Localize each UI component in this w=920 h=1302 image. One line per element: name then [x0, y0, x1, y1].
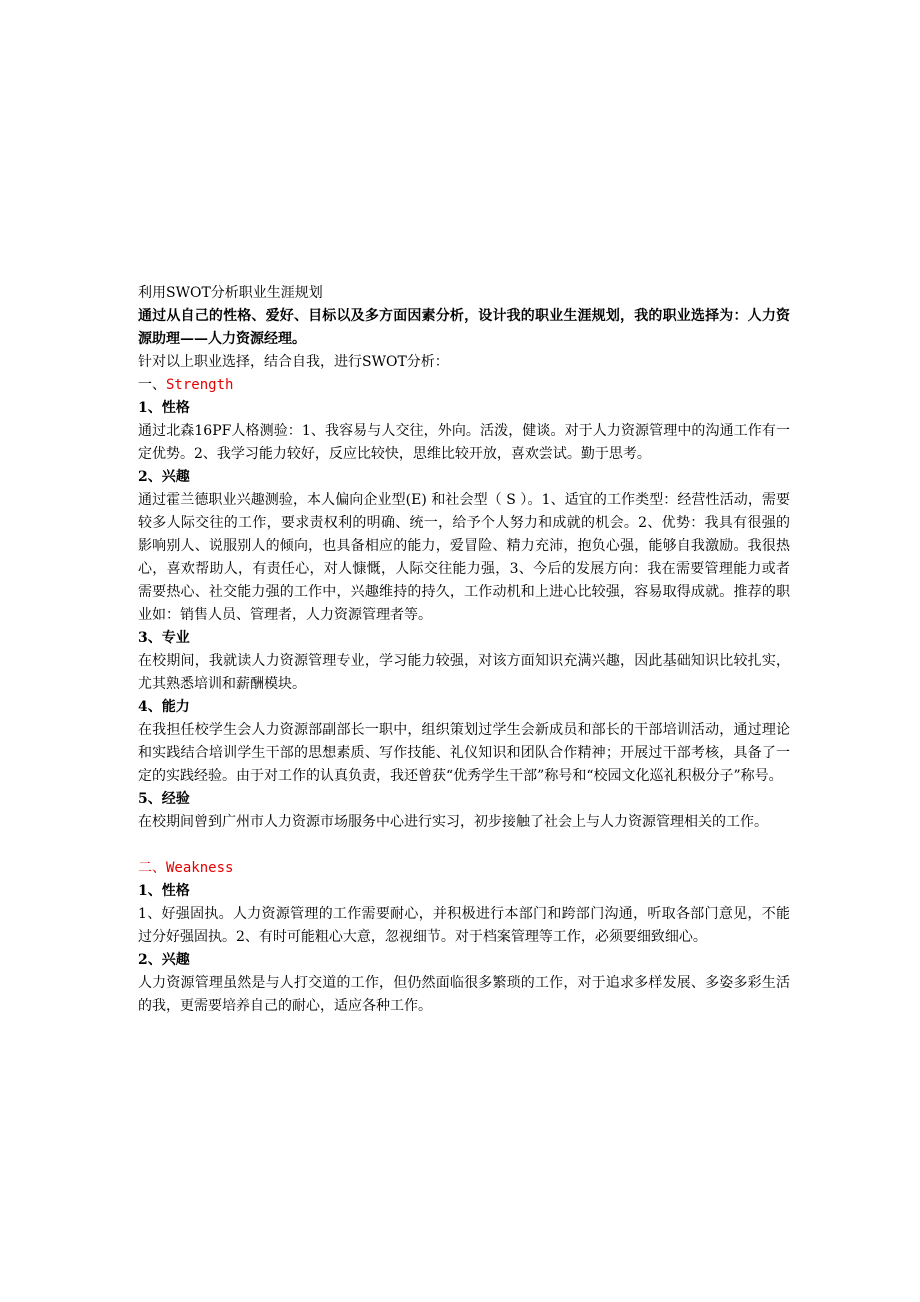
strength-item-heading: 4、能力 — [138, 699, 190, 715]
strength-item-text: 在校期间曾到广州市人力资源市场服务中心进行实习，初步接触了社会上与人力资源管理相关的工作。 — [138, 814, 768, 830]
strength-item-text: 通过北森16PF人格测验：1、我容易与人交往，外向。活泼，健谈。对于人力资源管理中的沟通工作有一定优势。2、我学习能力较好，反应比较快，思维比较开放，喜欢尝试。勤于思考。 — [138, 423, 790, 462]
weakness-item-text: 人力资源管理虽然是与人打交道的工作，但仍然面临很多繁琐的工作，对于追求多样发展、多姿多彩生活的我，更需要培养自己的耐心，适应各种工作。 — [138, 975, 790, 1014]
intro-paragraph: 针对以上职业选择，结合自我，进行SWOT分析： — [138, 354, 449, 370]
weakness-item-text: 1、好强固执。人力资源管理的工作需要耐心，并积极进行本部门和跨部门沟通，听取各部门意见，不能过分好强固执。2、有时可能粗心大意，忽视细节。对于档案管理等工作，必须要细致细心。 — [138, 906, 790, 945]
paragraph-spacer — [138, 834, 790, 857]
strength-item-text: 通过霍兰德职业兴趣测验，本人偏向企业型(E) 和社会型（ S ）。1、适宜的工作类型：经营性活动，需要较多人际交往的工作，要求责权利的明确、统一，给予个人努力和成就的机会。2、优势：我具有很强的影响别人、说服别人的倾向，也具备相应的能力，爱冒险、精力充沛，抱负心强，能够自我激励。我很热心，喜欢帮助人，有责任心，对人慷慨，人际交往能力强，3、今后的发展方向：我在需要管理能力或者需要热心、社交能力强的工作中，兴趣维持的持久，工作动机和上进心比较强，容易取得成就。推荐的职业如：销售人员、管理者，人力资源管理者等。 — [138, 492, 790, 623]
strength-item-text: 在校期间，我就读人力资源管理专业，学习能力较强，对该方面知识充满兴趣，因此基础知识比较扎实，尤其熟悉培训和薪酬模块。 — [138, 653, 790, 692]
strength-item-text: 在我担任校学生会人力资源部副部长一职中，组织策划过学生会新成员和部长的干部培训活动，通过理论和实践结合培训学生干部的思想素质、写作技能、礼仪知识和团队合作精神；开展过干部考核，具备了一定的实践经验。由于对工作的认真负责，我还曾获“优秀学生干部”称号和“校园文化巡礼积极分子”称号。 — [138, 722, 790, 784]
strength-item-heading: 1、性格 — [138, 400, 190, 416]
section-prefix: 一、 — [138, 377, 166, 393]
section-heading-strength — [138, 374, 790, 397]
section-label: Strength — [166, 377, 234, 393]
strength-item-heading: 2、兴趣 — [138, 469, 190, 485]
strength-item-heading: 5、经验 — [138, 791, 190, 807]
section-prefix: 二、 — [138, 860, 166, 876]
weakness-item-heading: 2、兴趣 — [138, 952, 190, 968]
intro-bold-paragraph: 通过从自己的性格、爱好、目标以及多方面因素分析，设计我的职业生涯规划，我的职业选择为：人力资源助理——人力资源经理。 — [138, 308, 790, 347]
strength-item-heading: 3、专业 — [138, 630, 190, 646]
section-heading-weakness — [138, 857, 790, 880]
section-label: Weakness — [166, 860, 234, 876]
weakness-item-heading: 1、性格 — [138, 883, 190, 899]
document-page — [138, 282, 790, 1018]
document-title: 利用SWOT分析职业生涯规划 — [138, 285, 323, 301]
